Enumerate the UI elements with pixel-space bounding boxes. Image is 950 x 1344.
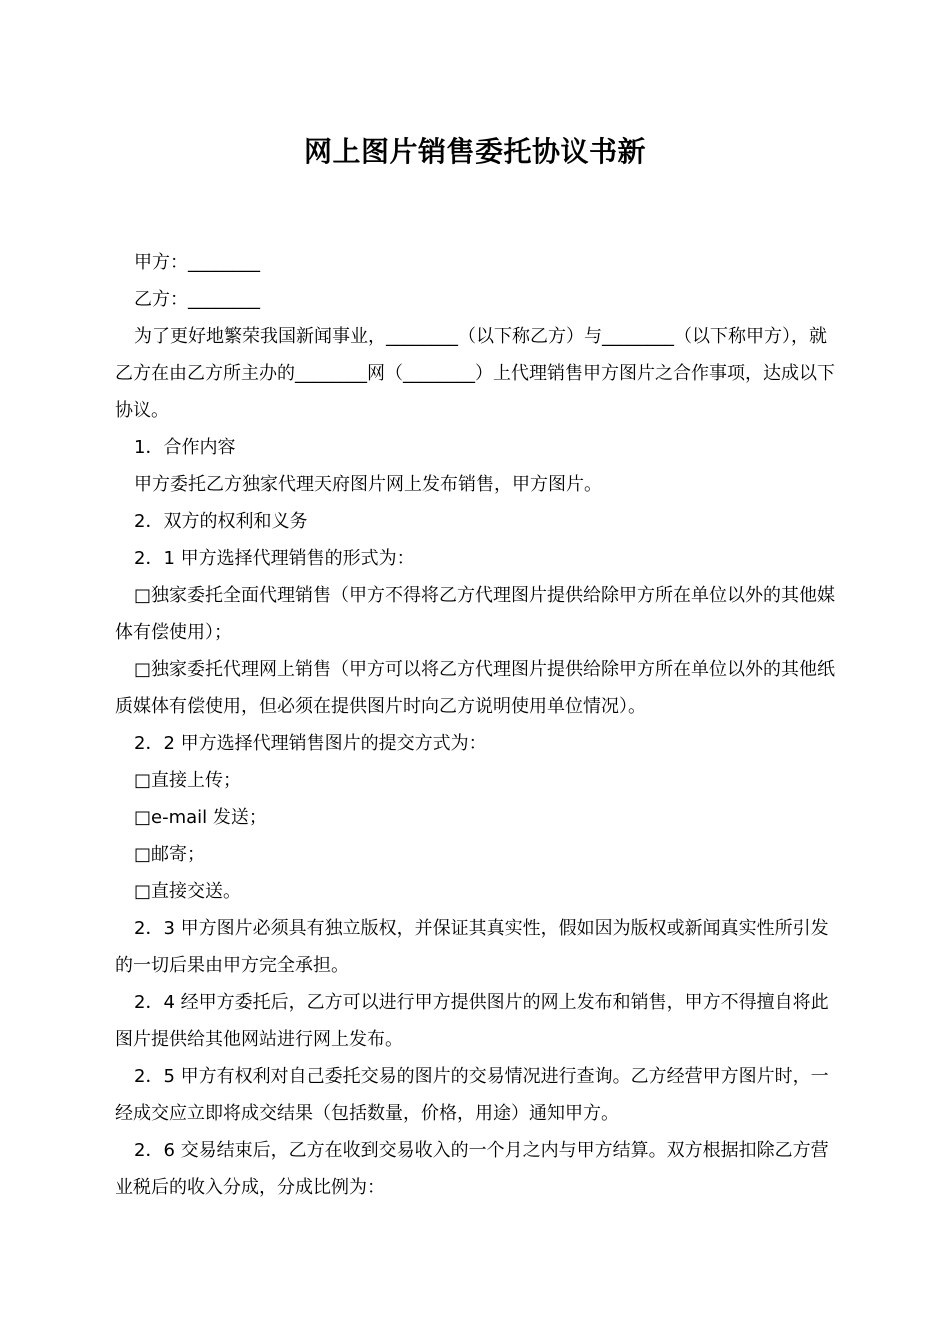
clause-2-5: 2．5 甲方有权利对自己委托交易的图片的交易情况进行查询。乙方经营甲方图片时，一经成交应立即将成交结果（包括数量，价格，用途）通知甲方。	[115, 1066, 829, 1124]
document-title: 网上图片销售委托协议书新	[303, 135, 646, 168]
clause-2-4: 2．4 经甲方委托后，乙方可以进行甲方提供图片的网上发布和销售，甲方不得擅自将此图片提供给其他网站进行网上发布。	[115, 992, 829, 1050]
party-a-line: 甲方：________	[134, 252, 260, 273]
party-b-line: 乙方：________	[134, 289, 260, 310]
checkbox-option-deliver: □直接交送。	[134, 881, 242, 902]
clause-2-3: 2．3 甲方图片必须具有独立版权，并保证其真实性，假如因为版权或新闻真实性所引发的一切后果由甲方完全承担。	[115, 918, 829, 976]
section-heading-2: 2．双方的权利和义务	[134, 511, 308, 532]
clause-2-6: 2．6 交易结束后，乙方在收到交易收入的一个月之内与甲方结算。双方根据扣除乙方营业税后的收入分成，分成比例为：	[115, 1140, 829, 1198]
checkbox-option-upload: □直接上传；	[134, 770, 242, 791]
checkbox-option-mail: □邮寄；	[134, 844, 206, 865]
clause-2-1: 2．1 甲方选择代理销售的形式为：	[134, 548, 415, 569]
document-body	[115, 244, 841, 1206]
checkbox-option-online-agency: □独家委托代理网上销售（甲方可以将乙方代理图片提供给除甲方所在单位以外的其他纸质媒体有偿使用，但必须在提供图片时向乙方说明使用单位情况）。	[115, 659, 836, 717]
checkbox-option-full-agency: □独家委托全面代理销售（甲方不得将乙方代理图片提供给除甲方所在单位以外的其他媒体有偿使用）；	[115, 585, 836, 643]
section-heading-1: 1．合作内容	[134, 437, 236, 458]
preamble-paragraph: 为了更好地繁荣我国新闻事业，________（以下称乙方）与________（以下称甲方），就乙方在由乙方所主办的________网（________）上代理销售甲方图片之合作事项，达成以下协议。	[115, 326, 835, 421]
section-1-text: 甲方委托乙方独家代理天府图片网上发布销售，甲方图片。	[134, 474, 602, 495]
checkbox-option-email: □e-mail 发送；	[134, 807, 267, 828]
clause-2-2: 2．2 甲方选择代理销售图片的提交方式为：	[134, 733, 487, 754]
